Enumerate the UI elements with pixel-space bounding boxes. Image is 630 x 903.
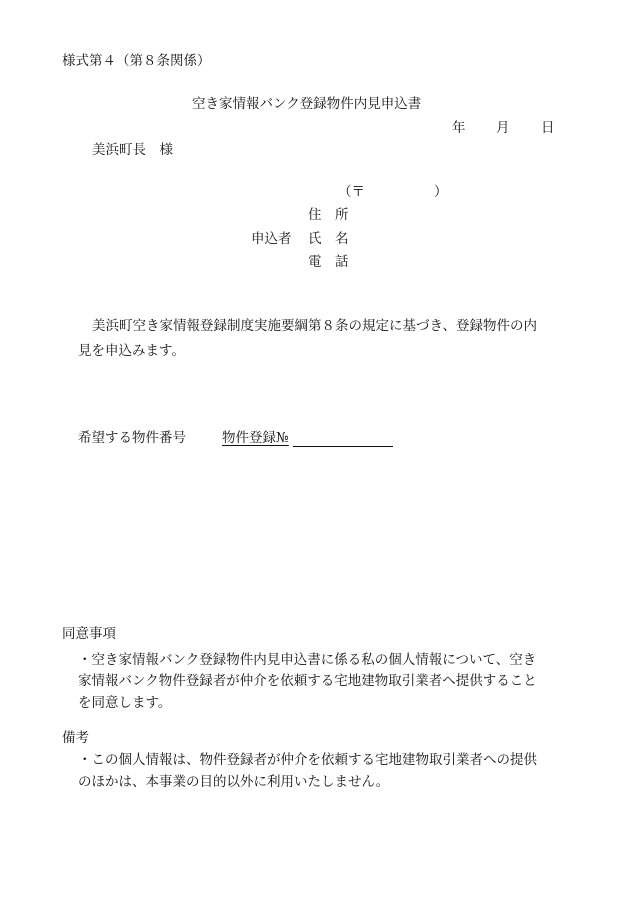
phone-label: 電 話	[308, 254, 349, 270]
date-year: 年	[452, 120, 466, 136]
remarks-line-2: のほかは、本事業の目的以外に利用いたしません。	[78, 774, 390, 790]
applicant-role-label: 申込者	[251, 231, 292, 247]
consent-line-2: 家情報バンク物件登録者が仲介を依頼する宅地建物取引業者へ提供すること	[78, 673, 537, 689]
body-line-1: 美浜町空き家情報登録制度実施要綱第８条の規定に基づき、登録物件の内	[92, 318, 537, 334]
body-line-2: 見を申込みます。	[78, 343, 185, 359]
document-title: 空き家情報バンク登録物件内見申込書	[192, 96, 422, 112]
date-month: 月	[496, 120, 510, 136]
postal-open: （〒	[338, 184, 365, 200]
address-label: 住 所	[308, 207, 349, 223]
name-label: 氏 名	[308, 231, 349, 247]
date-day: 日	[541, 120, 555, 136]
property-number-label: 希望する物件番号	[78, 430, 186, 446]
property-registration-label: 物件登録№	[222, 430, 289, 446]
consent-line-3: を同意します。	[78, 695, 172, 711]
postal-close: ）	[434, 184, 448, 200]
remarks-line-1: ・この個人情報は、物件登録者が仲介を依頼する宅地建物取引業者への提供	[78, 752, 537, 768]
addressee: 美浜町長 様	[92, 142, 173, 158]
consent-heading: 同意事項	[62, 626, 116, 642]
remarks-heading: 備考	[62, 730, 89, 746]
property-number-blank[interactable]	[293, 446, 393, 447]
form-number: 様式第４（第８条関係）	[62, 53, 211, 69]
consent-line-1: ・空き家情報バンク登録物件内見申込書に係る私の個人情報について、空き	[78, 652, 537, 668]
